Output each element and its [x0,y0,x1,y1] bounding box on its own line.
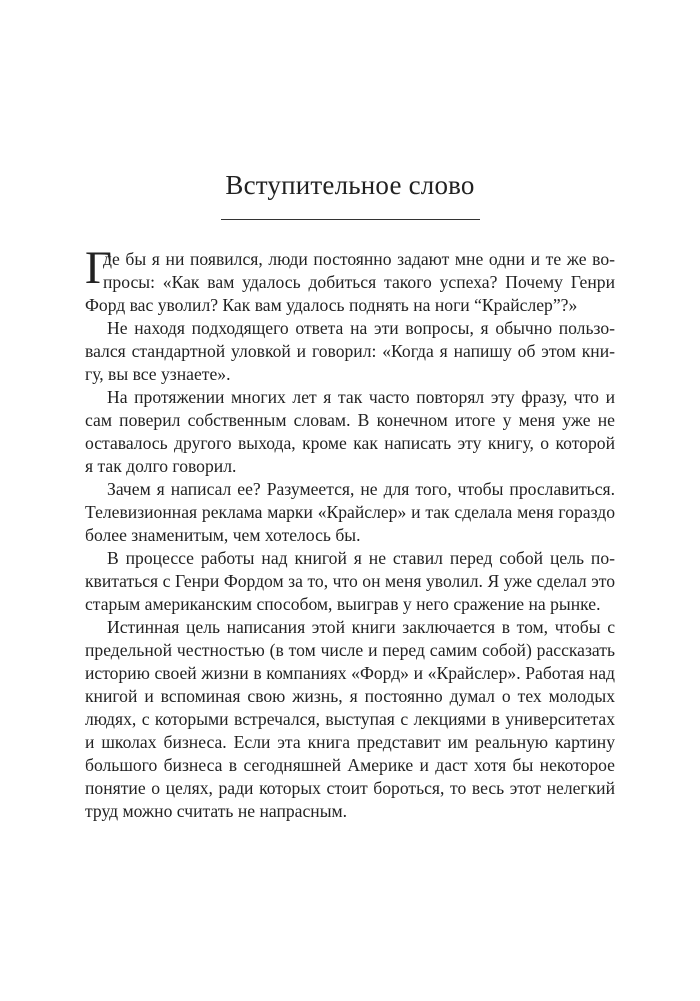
text-line: Зачем я написал ее? Разумеется, не для того, чтобы прославиться. [107,479,615,499]
text-line: квитаться с Генри Фордом за то, что он меня уволил. Я уже сделал это [85,571,615,591]
paragraph-5 [85,547,615,616]
text-line: большого бизнеса в сегодняшней Америке и даст хотя бы некоторое [85,755,615,775]
paragraph-3 [85,386,615,478]
body-text [85,242,615,823]
text-line: сам поверил собственным словам. В конечном итоге у меня уже не [85,410,615,430]
text-line: вался стандартной уловкой и говорил: «Когда я напишу об этом кни- [85,341,615,361]
text-line: гу, вы все узнаете». [85,364,231,384]
text-line: людях, с которыми встречался, выступая с лекциями в университетах [85,709,615,729]
text-line: историю своей жизни в компаниях «Форд» и «Крайслер». Работая над [85,663,615,683]
paragraph-4 [85,478,615,547]
text-line: предельной честностью (в том числе и перед самим собой) рассказать [85,640,615,660]
text-line: понятие о целях, ради которых стоит бороться, то весь этот нелегкий [85,778,615,798]
text-line: На протяжении многих лет я так часто повторял эту фразу, что и [107,387,615,407]
page-title: Вступительное слово [225,170,475,200]
text-line: Телевизионная реклама марки «Крайслер» и так сделала меня гораздо [85,502,615,522]
title-underline [221,219,480,220]
text-line: Истинная цель написания этой книги заключается в том, чтобы с [107,617,615,637]
text-line: труд можно считать не напрасным. [85,801,348,821]
text-line: де бы я ни появился, люди постоянно задают мне одни и те же во- [103,249,615,269]
text-line: книгой и вспоминая свою жизнь, я постоянно думал о тех молодых [85,686,615,706]
text-line: я так долго говорил. [85,456,237,476]
text-line: старым американским способом, выиграв у него сражение на рынке. [85,594,601,614]
text-line: и школах бизнеса. Если эта книга представит им реальную картину [85,732,615,752]
text-line: более знаменитым, чем хотелось бы. [85,525,361,545]
text-line: оставалось другого выхода, кроме как написать эту книгу, о которой [85,433,615,453]
paragraph-1 [85,242,615,317]
drop-cap: Г [85,242,113,294]
text-line: Не находя подходящего ответа на эти вопросы, я обычно пользо- [107,318,615,338]
text-line: В процессе работы над книгой я не ставил перед собой цель по- [107,548,615,568]
paragraph-2 [85,317,615,386]
paragraph-6 [85,616,615,823]
text-line: Форд вас уволил? Как вам удалось поднять на ноги “Крайслер”?» [85,295,578,315]
text-line: просы: «Как вам удалось добиться такого успеха? Почему Генри [103,272,615,292]
